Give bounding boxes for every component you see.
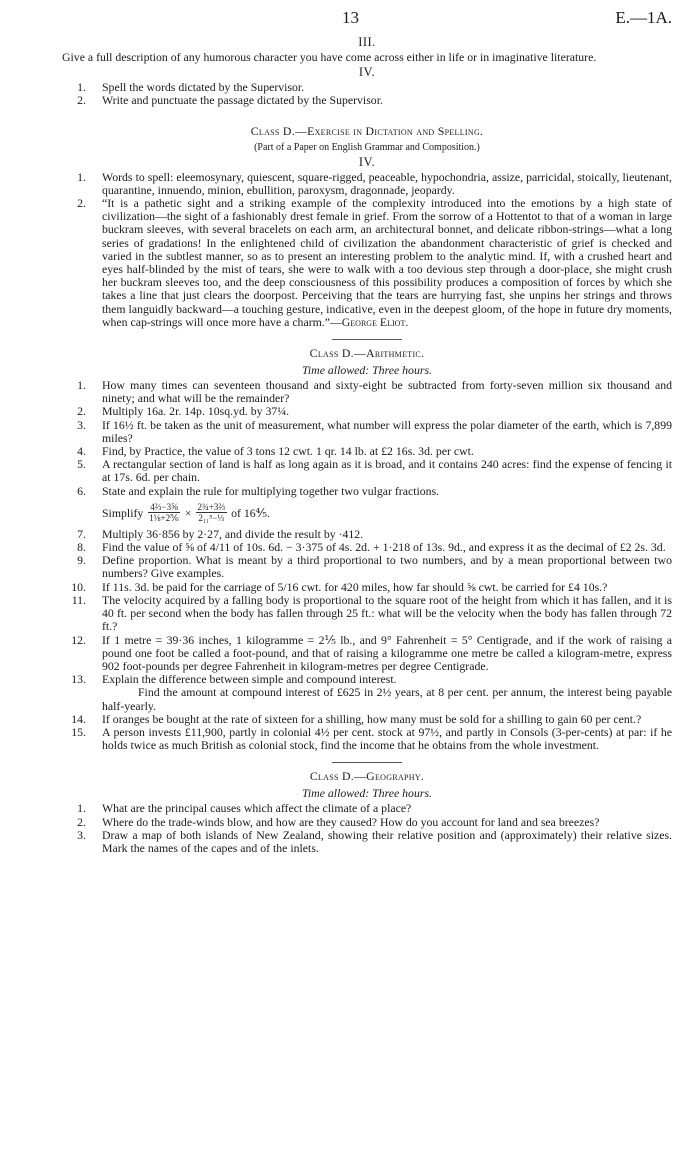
list-item: 2. Where do the trade-winds blow, and how are they caused? How do you account for land and sea breezes?: [77, 814, 600, 829]
question-13-continuation: Find the amount at compound interest of £625 in 2½ years, at 8 per cent. per annum, the interest being payable half-yearly.: [102, 685, 672, 713]
list-item: 3. Draw a map of both islands of New Zealand, showing their relative position and (approximately) their relative sizes. Mark the names of the capes and of the inlets.: [77, 827, 672, 855]
arithmetic-time-allowed: Time allowed: Three hours.: [302, 363, 432, 378]
geography-questions: [62, 802, 672, 855]
list-item: 1. How many times can seventeen thousand and sixty-eight be subtracted from forty-seven million six thousand and ninety; and what will be the remainder?: [77, 378, 672, 406]
list-item: 3. If 16½ ft. be taken as the unit of measurement, what number will express the polar diameter of the earth, which is 7,899 miles?: [77, 417, 672, 445]
dictation-questions: [62, 171, 672, 329]
section-divider: [332, 762, 402, 763]
section-numeral-iv: IV.: [358, 65, 376, 80]
document-reference: E.—1A.: [615, 8, 672, 27]
dictation-class-title: Class D.—Exercise in Dictation and Spelling.: [250, 123, 484, 138]
list-item: 12. If 1 metre = 39·36 inches, 1 kilogramme = 2⅕ lb., and 9° Fahrenheit = 5° Centigrade, and if the work of raising a pound one foot be called a foot-pound, and that of raising a kilogramme one metre be called a kilogram-metre, express 902 foot-pounds per degree Fahrenheit in kilogram-metres per degree Centigrade.: [71, 632, 672, 673]
section-divider: [332, 339, 402, 340]
geography-time-allowed: Time allowed: Three hours.: [302, 786, 432, 801]
list-item: 1. Words to spell: eleemosynary, quiescent, square-rigged, peaceable, hypochondria, assize, parricidal, stoically, lieutenant, quarantine, innuendo, minion, ebullition, paroxysm, dragonnade, jeopardy.: [77, 169, 672, 197]
simplify-expression: Simplify $\frac{\text{4⅔−3⅝}}{\text{1⅛+2⅚}}$ × $\frac{\text{2¾+3⅔}}{\text{2₁₁⁵−⅓}}$ of 16⅘.: [102, 502, 271, 524]
list-item: 1. What are the principal causes which affect the climate of a place?: [77, 801, 412, 816]
section-iv-questions: [62, 81, 672, 107]
list-item: 14. If oranges be bought at the rate of sixteen for a shilling, how many must be sold for a shilling to gain 60 per cent.?: [71, 711, 642, 726]
list-item: 9. Define proportion. What is meant by a third proportional to two numbers, and by a mean proportional between two numbers? Give examples.: [77, 553, 672, 581]
dictation-numeral: IV.: [358, 154, 376, 169]
list-item: 15. A person invests £11,900, partly in colonial 4½ per cent. stock at 97½, and partly in Consols (3-per-cents) at par: if he holds twice as much British as colonial stock, find the income that he obtains from the whole investment.: [71, 724, 672, 753]
list-item: 10. If 11s. 3d. be paid for the carriage of 5/16 cwt. for 420 miles, how far should ⅝ cwt. be carried for £4 10s.?: [71, 579, 608, 594]
dictation-passage: “It is a pathetic sight and a striking example of the complexity introduced into the emotions by a high state of civilization—the sight of a fashionably drest female in grief. From the sorrow of a Hottentot to that of a woman in large buckram sleeves, with several bracelets on each arm, an architectural bonnet, and delicate ribbon-strings—what a long series of gradations! In the enlightened child of civilization the abandonment characteristic of grief is checked and varied in the subtlest manner, so as to present an interesting problem to the analytic mind. If, with a crushed heart and eyes half-blinded by the mist of tears, she were to walk with a too devious step through a door-place, she might crush her buckram sleeves too, and the deep consciousness of this possibility produces a composition of forces by which she takes a line that just clears the doorpost. Perceiving that the tears are hurrying fast, she unpins her strings and throws them languidly backward—a touching gesture, indicative, even in the deepest gloom, of the hope in future dry moments, when cap-strings will once more have a charm.”—: [102, 196, 672, 329]
list-item: 11. The velocity acquired by a falling body is proportional to the square root of the height from which it has fallen, and it is 40 ft. per second when the body has fallen through 25 ft.: what will be the velocity when the body has fallen through 72 ft.?: [71, 592, 672, 634]
arithmetic-questions-a: [62, 379, 672, 498]
list-item: 5. A rectangular section of land is half as long again as it is broad, and it contains 240 acres: find the expense of fencing it at 17s. 6d. per chain.: [77, 457, 672, 485]
list-item: 2. “It is a pathetic sight and a striking example of the complexity introduced into the emotions by a high state of civilization—the sight of a fashionably drest female in grief. From the sorrow of a Hottentot to that of a woman in large buckram sleeves, with several bracelets on each arm, an architectural bonnet, and delicate ribbon-strings—what a long series of gradations! In the enlightened child of civilization the abandonment characteristic of grief is checked and varied in the subtlest manner, so as to present an interesting problem to the analytic mind. If, with a crushed heart and eyes half-blinded by the mist of tears, she were to walk with a too devious step through a door-place, she might crush her buckram sleeves too, and the deep consciousness of this possibility produces a composition of forces by which she takes a line that just clears the doorpost. Perceiving that the tears are hurrying fast, she unpins her strings and throws them languidly backward—a touching gesture, indicative, even in the deepest gloom, of the hope in future dry moments, when cap-strings will once more have a charm.”—George Eliot.: [77, 196, 672, 329]
arithmetic-class-title: Class D.—Arithmetic.: [309, 346, 425, 361]
dictation-subtitle: (Part of a Paper on English Grammar and Composition.): [254, 141, 480, 153]
arithmetic-questions-c: [62, 713, 672, 753]
page-header: [62, 0, 672, 34]
list-item: 2. Write and punctuate the passage dictated by the Supervisor.: [77, 93, 383, 108]
list-item: 2. Multiply 16a. 2r. 14p. 10sq.yd. by 37¼.: [77, 404, 290, 419]
passage-author: George Eliot.: [341, 314, 409, 329]
question-iii-text: Give a full description of any humorous character you have come across either in life or in imaginative literature.: [62, 50, 597, 64]
list-item: 13. Explain the difference between simple and compound interest.: [71, 672, 397, 687]
geography-class-title: Class D.—Geography.: [309, 769, 425, 784]
page-number: 13: [342, 8, 359, 27]
section-numeral-iii: III.: [358, 35, 376, 49]
list-item: 7. Multiply 36·856 by 2·27, and divide the result by ·412.: [77, 526, 364, 541]
fraction-2: $\frac{\text{2¾+3⅔}}{\text{2₁₁⁵−⅓}}$: [197, 502, 226, 524]
list-item: 8. Find the value of ⅝ of 4/11 of 10s. 6d. − 3·375 of 4s. 2d. + 1·218 of 13s. 9d., and express it as the decimal of £2 2s. 3d.: [77, 540, 666, 555]
list-item: 4. Find, by Practice, the value of 3 tons 12 cwt. 1 qr. 14 lb. at £2 16s. 3d. per cwt.: [77, 444, 474, 459]
arithmetic-questions-b: [62, 528, 672, 686]
list-item: 1. Spell the words dictated by the Supervisor.: [77, 80, 305, 95]
document-page: [62, 0, 672, 855]
list-item: 6. State and explain the rule for multiplying together two vulgar fractions.: [77, 483, 440, 498]
fraction-1: $\frac{\text{4⅔−3⅝}}{\text{1⅛+2⅚}}$: [149, 502, 179, 524]
